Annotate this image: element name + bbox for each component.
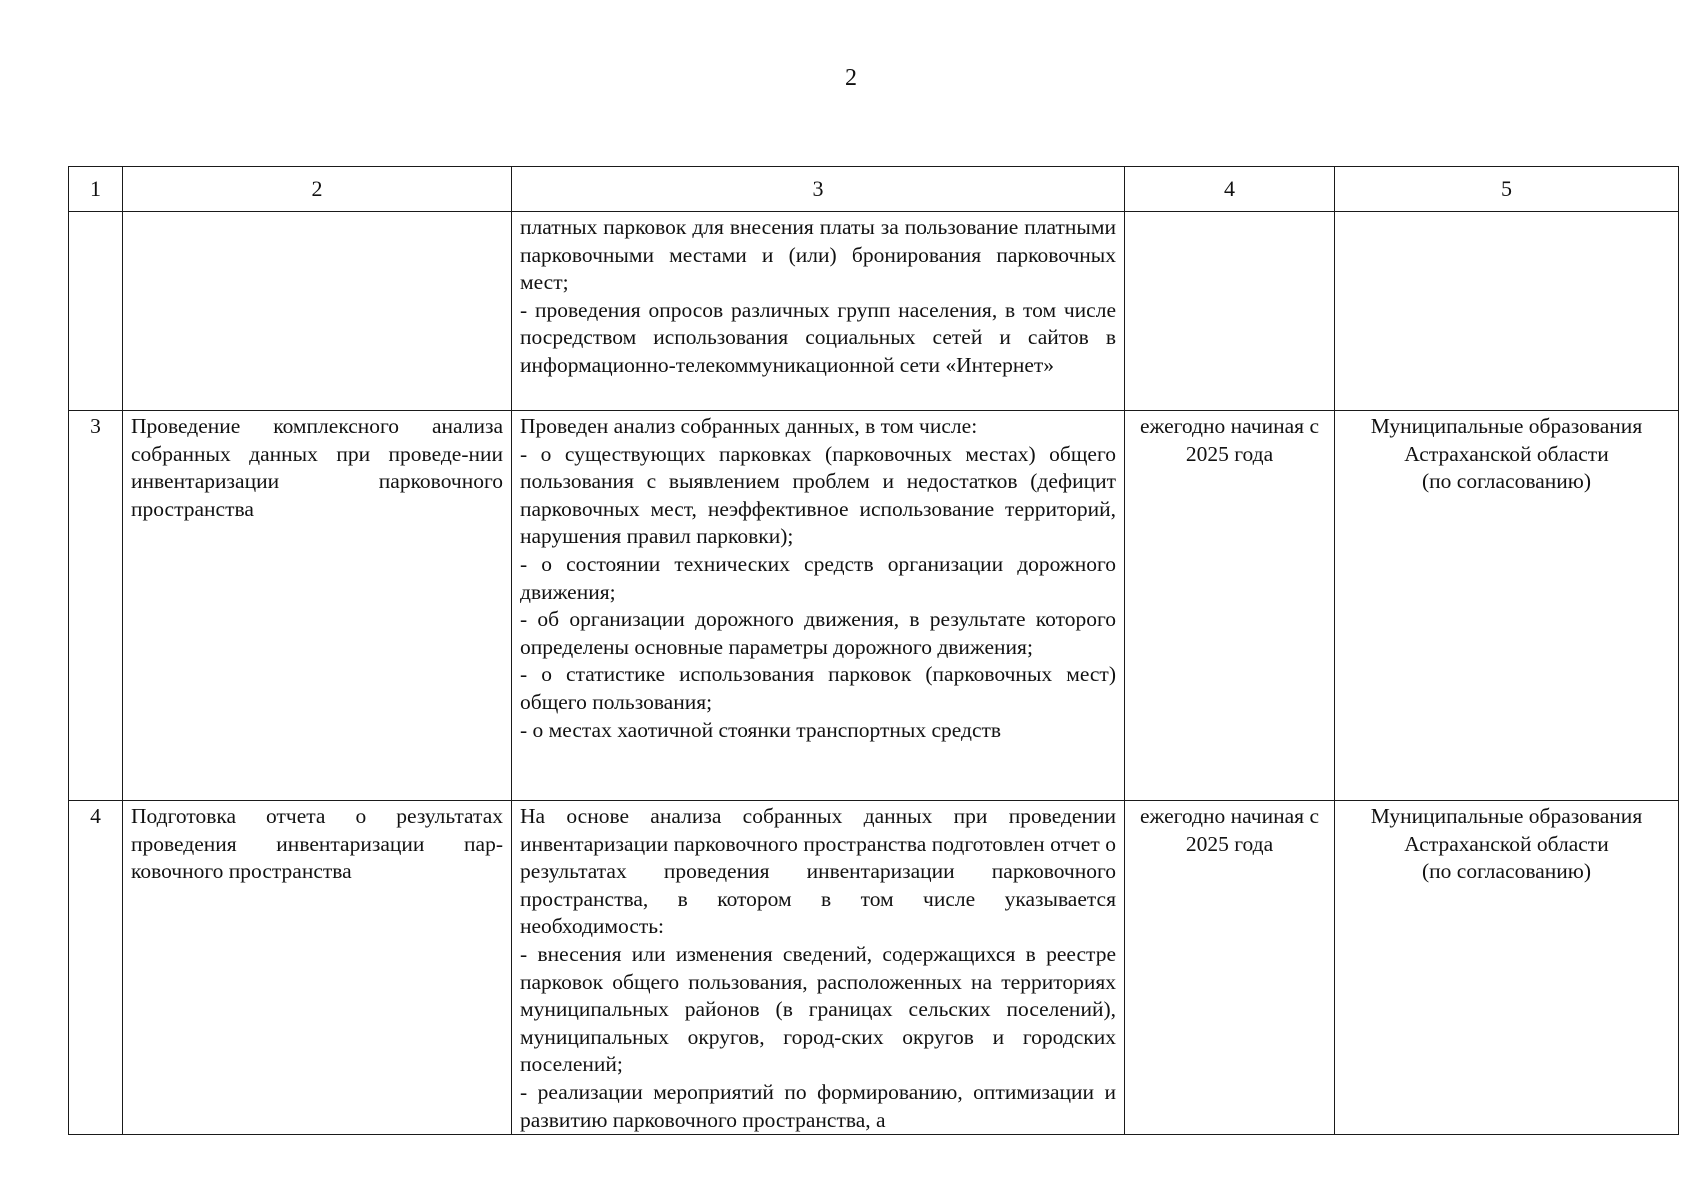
cell-number: 4 (69, 801, 123, 1135)
cell-responsible (1335, 411, 1679, 801)
description-line: - о статистике использования парковок (парковочных мест) общего пользования; (520, 662, 1116, 714)
responsible-line: Астраханской области (1404, 441, 1609, 466)
cell-number: 3 (69, 411, 123, 801)
header-col-1: 1 (69, 167, 123, 212)
table-row-continuation (69, 212, 1679, 411)
description-line: Проведен анализ собранных данных, в том числе: (520, 414, 978, 438)
cell-responsible (1335, 212, 1679, 411)
table-header-row (69, 167, 1679, 212)
responsible-line: Муниципальные образования (1370, 414, 1643, 438)
responsible-line: (по согласованию) (1421, 469, 1592, 494)
cell-title: Подготовка отчета о результатах проведения инвентаризации пар-ковочного пространства (123, 801, 512, 1135)
table-row-3 (69, 411, 1679, 801)
cell-deadline: ежегодно начиная с 2025 года (1125, 801, 1335, 1135)
description-line: - проведения опросов различных групп населения, в том числе посредством использования социальных сетей и сайтов в информационно-телекоммуникационной сети «Интернет» (520, 297, 1116, 377)
cell-deadline (1125, 212, 1335, 411)
cell-title (123, 212, 512, 411)
cell-description (512, 801, 1125, 1135)
responsible-line: (по согласованию) (1421, 859, 1592, 884)
description-line: платных парковок для внесения платы за пользование платными парковочными местами и (или) бронирования парковочных мест; (520, 215, 1116, 295)
description-line: На основе анализа собранных данных при проведении инвентаризации парковочного пространства подготовлен отчет о результатах проведения инвентаризации парковочного пространства, в котором в том числе указывается необходимость: (520, 804, 1116, 939)
table-row-4 (69, 801, 1679, 1135)
description-line: - внесения или изменения сведений, содержащихся в реестре парковок общего пользования, расположенных на территориях муниципальных районов (в границах сельских поселений), муниципальных округов, город-ских округов и городских поселений; (520, 941, 1116, 1077)
cell-description (512, 212, 1125, 411)
description-line: - о местах хаотичной стоянки транспортных средств (520, 717, 1002, 742)
description-line: - о существующих парковках (парковочных местах) общего пользования с выявлением проблем и недостатков (дефицит парковочных мест, неэффективное использование территорий, нарушения правил парковки); (520, 441, 1116, 549)
page-number: 2 (845, 65, 857, 91)
responsible-line: Муниципальные образования (1370, 804, 1643, 828)
cell-number (69, 212, 123, 411)
header-col-5: 5 (1335, 167, 1679, 212)
plan-table (68, 166, 1679, 1135)
description-line: - реализации мероприятий по формированию, оптимизации и развитию парковочного пространства, а (520, 1079, 1116, 1132)
cell-deadline: ежегодно начиная с 2025 года (1125, 411, 1335, 801)
cell-title: Проведение комплексного анализа собранных данных при проведе-нии инвентаризации парковочного пространства (123, 411, 512, 801)
description-line: - об организации дорожного движения, в результате которого определены основные параметры дорожного движения; (520, 607, 1116, 659)
responsible-line: Астраханской области (1404, 831, 1609, 856)
header-col-3: 3 (512, 167, 1125, 212)
header-col-2: 2 (123, 167, 512, 212)
description-line: - о состоянии технических средств организации дорожного движения; (520, 551, 1116, 604)
cell-responsible (1335, 801, 1679, 1135)
header-col-4: 4 (1125, 167, 1335, 212)
cell-description (512, 411, 1125, 801)
